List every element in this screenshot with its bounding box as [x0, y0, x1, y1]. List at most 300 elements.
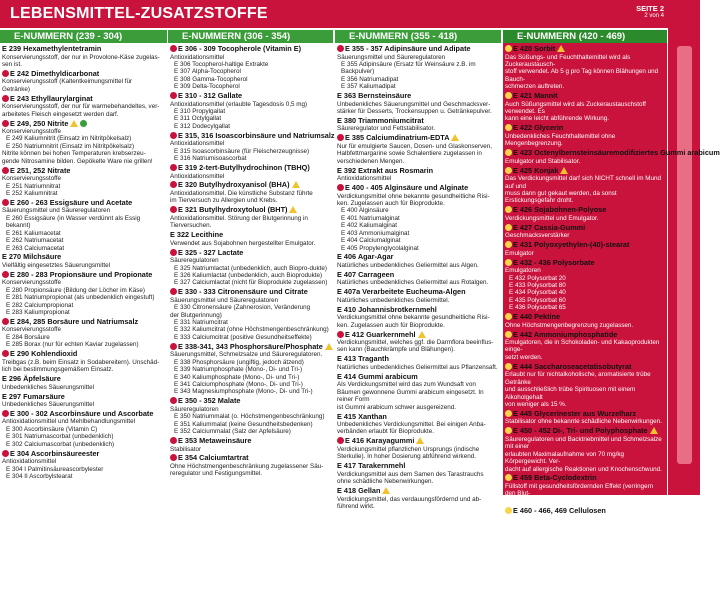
additive-name: E 322 Lecithine	[170, 230, 224, 240]
bio-badge-icon	[2, 350, 9, 357]
additive-entry	[168, 164, 333, 180]
additive-description-line: E 355 Adipinsäure (Ersatz für Weinsäure z.B. im Backpulver)	[341, 60, 476, 76]
additive-heading	[505, 148, 720, 158]
additive-description-line: Tierversuchen.	[170, 222, 212, 230]
additive-description-line: Verdickungsmittel aus dem Samen des Tarastrauchs	[337, 470, 484, 478]
additive-entry	[0, 393, 167, 409]
additive-description-line: E 434 Polysorbat 40	[509, 289, 566, 297]
additive-entry	[0, 120, 167, 166]
additive-heading	[505, 45, 665, 54]
additive-heading	[505, 259, 665, 268]
additive-description-line: Unbedenkliches Säuerungsmittel und Geschmacksver-	[337, 100, 491, 108]
additive-description-line: E 462 Ethylcellulose	[509, 537, 566, 545]
additive-heading	[337, 413, 499, 422]
additive-heading	[170, 181, 331, 190]
bio-badge-icon	[170, 92, 177, 99]
additive-heading	[505, 206, 665, 215]
additive-description-line: E 469 Enzymatisch hydrolysierte Carboxymethylcellulose	[509, 574, 601, 589]
additive-description-line: führend wirkt.	[337, 502, 375, 510]
additive-entry	[335, 331, 501, 354]
additive-name: E 355 - 357 Adipinsäure und Adipate	[345, 44, 471, 53]
warning-icon	[418, 331, 426, 338]
additive-heading	[505, 92, 665, 101]
additive-description-line: Auch Süßungsmittel wird als Zuckeraustauschstoff verwendet. Es	[505, 100, 646, 116]
side-tab-strip	[668, 0, 700, 495]
additive-entry	[0, 95, 167, 118]
additive-entry	[335, 462, 501, 485]
additive-description-line: Erlaubt nur für nichtalkoholische, aromatisierte trübe Getränke	[505, 371, 651, 386]
additive-description-line: ken. Zugelassen auch für Bioprodukte.	[337, 199, 445, 207]
additive-entry	[0, 318, 167, 349]
additive-heading	[505, 507, 665, 516]
additive-description-line: Verdickungsmittel und Emulgator.	[505, 214, 599, 222]
additive-description-line: E 343 Magnesiumphosphate (Mono-, Di- und Tri-)	[174, 388, 313, 396]
additive-description-line: E 327 Calciumlactat (nicht für Bioprodukte zugelassen)	[174, 279, 328, 287]
additive-description-line: E 250 Natriumnitrit (Einsatz im Nitritpökelsalz)	[6, 142, 135, 150]
column-header: E-NUMMERN (355 - 418)	[335, 30, 501, 43]
additive-heading	[337, 45, 499, 54]
bio-badge-icon	[2, 167, 9, 174]
additive-name: E 385 Calciumdinatrium-EDTA	[345, 133, 450, 143]
additive-name: E 422 Glycerin	[513, 123, 564, 133]
additive-entry	[335, 373, 501, 411]
additive-name: E 280 - 283 Propionsäure und Propionate	[10, 269, 153, 279]
additive-heading	[337, 184, 499, 193]
additive-description-line: Unbedenkliches Säuerungsmittel	[2, 401, 95, 408]
additive-name: E 304 Ascorbinsäureester	[10, 448, 100, 458]
additive-name: E 284, 285 Borsäure und Natriumsalz	[10, 316, 139, 326]
additive-heading	[2, 318, 165, 327]
additive-heading	[170, 45, 331, 54]
additive-entry	[168, 45, 333, 91]
info-icon	[80, 120, 87, 127]
additive-description-line: verbänden erlaubt für Bioprodukte.	[337, 428, 434, 436]
additive-description-line: arbeitetes Fleisch eingesetzt werden darf.	[2, 110, 119, 118]
additive-name: E 442 Ammoniumphosphatide	[513, 329, 618, 339]
additive-description-line: E 435 Polysorbat 60	[509, 296, 566, 304]
additive-description-line: Als Verdickungsmittel wird das zum Wundsaft von	[337, 381, 476, 389]
additive-description-line: Emulgatoren, die in Schokoladen- und Kakaoprodukten einge-	[505, 339, 660, 354]
additive-name: E 249, 250 Nitrite	[10, 118, 69, 128]
additive-description-line: Ohne Höchstmengenbegrenzung zugelassen.	[505, 321, 634, 329]
warning-icon	[451, 134, 459, 141]
bio-badge-icon	[170, 45, 177, 52]
additive-name: E 427 Cassia-Gummi	[513, 222, 586, 232]
additive-name: E 414 Gummi arabicum	[337, 371, 418, 381]
additive-entry	[0, 199, 167, 252]
column-header: E-NUMMERN (306 - 354)	[168, 30, 333, 43]
additive-description-line: E 309 Delta-Tocopherol	[174, 83, 240, 91]
additive-entry	[168, 249, 333, 287]
bio-badge-icon	[337, 184, 344, 191]
additive-heading	[170, 437, 331, 446]
additive-entry	[503, 167, 667, 205]
additive-heading	[337, 331, 499, 340]
warning-icon	[325, 343, 333, 350]
additive-entry	[503, 45, 667, 91]
bio-badge-icon	[2, 410, 9, 417]
bio-badge-icon	[170, 132, 177, 139]
additive-name: E 260 - 263 Essigsäure und Acetate	[10, 197, 133, 207]
additive-heading	[337, 117, 499, 126]
additive-heading	[337, 271, 499, 280]
additive-entry	[168, 92, 333, 130]
additive-description-line: Säureregulatoren und Backtriebmittel und Schmelzsalze mit einer	[505, 435, 662, 451]
additive-description-line: Nitrite können bei hohen Temperaturen krebserzeu-	[2, 150, 146, 158]
warning-icon	[560, 167, 568, 174]
additive-heading	[2, 120, 165, 129]
additive-name: E 380 Triammoniumcitrat	[337, 115, 424, 125]
additive-name: E 239 Hexamethylentetramin	[2, 44, 102, 53]
additive-name: E 290 Kohlendioxid	[10, 349, 78, 359]
warning-icon	[70, 120, 78, 127]
additive-name: E 444 Saccharoseacetatisobutyrat	[513, 361, 632, 371]
additive-description-line: Antioxidationsmittel und Mehlbehandlungsmittel	[2, 418, 136, 426]
additive-entry	[0, 70, 167, 93]
additive-description-line: Verwendet aus Sojabohnen hergestellter Emulgator.	[170, 239, 316, 247]
additive-description-line: E 304 I Palmitinsäureascorbylester	[6, 465, 104, 473]
additive-description-line: E 338 Phosphorsäure (ungiftig, jedoch ätzend)	[174, 358, 304, 366]
additive-name: E 445 Glycerinester aus Wurzelharz	[513, 408, 637, 418]
additive-description-line: sen kann (Bauchkrämpfe und Blähungen).	[337, 346, 455, 354]
additive-entry	[503, 474, 667, 505]
additive-description-line: E 311 Octylgallat	[174, 115, 222, 123]
additive-description-line: Säureregulatoren	[170, 257, 219, 265]
bio-badge-icon	[505, 331, 512, 338]
additive-description-line: Unbedenkliches Verdickungsmittel. Bei einigen Anba-	[337, 421, 486, 428]
additive-heading	[170, 231, 331, 240]
additive-name: E 407a Verarbeitete Eucheuma-Algen	[337, 287, 466, 297]
additive-heading	[2, 45, 165, 54]
additive-description-line: Vielfältig eingesetztes Säuerungsmittel	[2, 261, 111, 269]
additive-description-line: stärker für Desserts, Trockensuppen u. Getränkepulver.	[337, 108, 492, 116]
additive-description-line: E 356 Natriumadipat	[341, 75, 399, 83]
additive-heading	[505, 331, 665, 340]
bio-badge-icon	[505, 507, 512, 514]
bio-badge-icon	[505, 241, 512, 248]
additive-description-line: erlaubten Maximalaufnahme von 70 mg/kg Körpergewicht. Ver-	[505, 450, 625, 466]
additive-description-line: E 249 Kaliumnitrit (Einsatz im Nitritpökelsalz)	[6, 135, 132, 143]
additive-name: E 300 - 302 Ascorbinsäure und Ascorbate	[10, 408, 154, 418]
additive-description-line: sen ist.	[2, 60, 22, 68]
additive-description-line: E 282 Calciumpropionat	[6, 301, 74, 309]
additive-description-line: E 316 Natriumisoascorbat	[174, 155, 247, 163]
additive-name: E 350 - 352 Malate	[178, 396, 241, 406]
additive-description-line: E 261 Kaliumacetat	[6, 229, 61, 237]
additive-description-line: Säuerungsmittel und Säureregulatoren	[170, 296, 279, 304]
additive-heading	[2, 271, 165, 280]
additive-description-line: ist Gummi arabicum schwer ausgereizend.	[337, 403, 456, 411]
bio-badge-icon	[337, 437, 344, 444]
additive-description-line: Verdickungsmittel ohne bekannte gesundheitliche Risi-	[337, 192, 490, 200]
additive-name: E 400 - 405 Alginsäure und Alginate	[345, 183, 469, 193]
additive-description-line: Das Süßungs- und Feuchthaltemittel wird als Zuckeraustausch-	[505, 53, 631, 68]
warning-icon	[292, 181, 300, 188]
additive-entry	[335, 184, 501, 252]
additive-description-line: E 403 Ammoniumalginat	[341, 229, 410, 237]
additive-name: E 415 Xanthan	[337, 411, 387, 421]
additive-heading	[505, 427, 665, 436]
additive-name: E 412 Guarkernmehl	[345, 329, 416, 339]
additive-entry	[335, 487, 501, 510]
additive-description-line: E 330 Citronensäure (Zahnerosion, Veränderung	[174, 304, 311, 312]
additive-description-line: Halbfettmargarine sowie Schalentiere zugelassen in	[337, 150, 482, 158]
bio-badge-icon	[170, 206, 177, 213]
additive-entry	[168, 454, 333, 477]
additive-name: E 410 Johannisbrotkernmehl	[337, 304, 437, 314]
additive-description-line: gende Nitrosamine bilden. Gepökelte Ware nie grillen!	[2, 157, 153, 165]
bio-badge-icon	[505, 363, 512, 370]
additive-entry	[168, 397, 333, 435]
bio-badge-icon	[2, 120, 9, 127]
additive-description-line: E 304 II Ascorbylstearat	[6, 472, 73, 480]
additive-description-line: E 340 Kaliumphosphate (Mono-, Di- und Tri-)	[174, 373, 300, 381]
additive-entry	[335, 413, 501, 436]
additive-description-line: Ohne Höchstmengenbeschränkung zugelassener Säu-	[170, 462, 324, 470]
additive-description-line: E 463 Hydroxypropylcellulose	[509, 544, 592, 552]
additive-heading	[2, 393, 165, 402]
additive-name: E 297 Fumarsäure	[2, 391, 65, 401]
additive-description-line: E 460 Mikrokristalline Cellulose / Cellulosepulver	[509, 522, 645, 530]
additive-description-line: Antioxidationsmittel	[337, 175, 392, 183]
additive-name: E 325 - 327 Lactate	[178, 247, 244, 257]
additive-description-line: E 280 Propionsäure (Bildung der Löcher im Käse)	[6, 286, 145, 294]
additive-description-line: kann eine leicht abführende Wirkung.	[505, 115, 609, 123]
additive-description-line: E 260 Essigsäure (in Wasser verdünnt als Essig bekannt)	[6, 214, 141, 230]
additive-heading	[505, 167, 665, 176]
bio-badge-icon	[170, 249, 177, 256]
additive-heading	[337, 167, 499, 176]
additive-heading	[170, 454, 331, 463]
additive-entry	[503, 124, 667, 147]
additive-description-line: E 350 Natriummalat (o. Höchstmengenbeschränkung)	[174, 413, 325, 421]
additive-description-line: Konservierungsstoff, der nur für warmebehandeltes, ver-	[2, 103, 160, 111]
bio-badge-icon	[2, 318, 9, 325]
additive-description-line: E 251 Natriumnitrat	[6, 182, 61, 190]
warning-icon	[382, 487, 390, 494]
additive-entry	[503, 206, 667, 222]
additive-heading	[2, 375, 165, 384]
additive-heading	[2, 253, 165, 262]
additive-heading	[505, 410, 665, 419]
additive-description-line: Stabilisator ohne bekannte schädliche Nebenwirkungen.	[505, 418, 662, 426]
bio-badge-icon	[505, 474, 512, 481]
additive-heading	[337, 306, 499, 315]
additive-entry	[0, 375, 167, 391]
additive-description-line: setzt werden.	[505, 353, 543, 361]
additive-description-line: ohne schädliche Nebenwirkungen.	[337, 478, 434, 486]
additive-description-line: muss dann gut gekaut werden, da sonst Erstickungsgefahr droht.	[505, 189, 617, 205]
additive-entry	[503, 241, 667, 257]
additive-description-line: schmerzen auftreten.	[505, 83, 565, 91]
additive-description-line: Verdickungsmittel ohne bekannte gesundheitliche Risi-	[337, 314, 490, 322]
additive-description-line: Säureregulator und Fettstabilisator.	[337, 125, 436, 133]
additive-description-line: Verdickungsmittel, das verdauungsfördernd und ab-	[337, 495, 482, 503]
additive-name: E 243 Ethyllaurylarginat	[10, 93, 93, 103]
additive-name: E 459 Beta-Cyclodextrin	[513, 473, 597, 483]
additive-description-line: Konservierungsstoffe	[2, 326, 62, 334]
additive-description-line: Säuerungsmittel und Säureregulatoren	[337, 53, 446, 61]
additive-name: E 417 Tarakernmehl	[337, 461, 406, 471]
additive-description-line: Natürliches unbedenkliches Geliermittel aus Rotalgen.	[337, 279, 489, 287]
additive-entry	[168, 181, 333, 204]
column-420-469	[503, 30, 720, 589]
additive-description-line: Bäumen gewonnene Gummi arabicum eingesetzt. In reiner Form	[337, 388, 484, 404]
additive-entry	[0, 167, 167, 198]
additive-heading	[2, 199, 165, 208]
additive-entry	[168, 206, 333, 229]
additive-entry	[335, 134, 501, 165]
additive-name: E 251, 252 Nitrate	[10, 165, 71, 175]
additive-heading	[505, 241, 665, 250]
additive-heading	[170, 206, 331, 215]
additive-entry	[0, 271, 167, 317]
additive-entry	[503, 363, 667, 409]
additive-heading	[337, 373, 499, 382]
bio-badge-icon	[170, 454, 177, 461]
additive-heading	[505, 124, 665, 133]
warning-icon	[416, 437, 424, 444]
additive-description-line: Antioxidationsmittel	[2, 458, 57, 466]
additive-heading	[170, 164, 331, 173]
additive-entry	[335, 253, 501, 269]
bio-badge-icon	[170, 164, 177, 171]
additive-entry	[335, 288, 501, 304]
additive-description-line: Wohl der pflanzlicher Ballaststoff für den Menschen.	[505, 515, 651, 523]
bio-badge-icon	[505, 167, 512, 174]
additive-description-line: Konservierungsstoffe	[2, 128, 62, 136]
additive-entry	[0, 45, 167, 68]
additive-name: E 423 Octenylbernsteinsäuremodifiziertes Gummi arabicum	[513, 148, 720, 158]
additive-description-line: dacht auf allergische Reaktionen und Knochenschwund.	[505, 465, 662, 473]
additive-name: E 440 Pektine	[513, 312, 561, 322]
additive-heading	[505, 224, 665, 233]
additive-description-line: Antioxidationsmittel (erlaubte Tagesdosis 0,5 mg)	[170, 100, 308, 108]
additive-name: E 413 Traganth	[337, 354, 389, 364]
additive-description-line: E 466 Natriumcarboxymethylcellulose	[509, 567, 615, 575]
bio-badge-icon	[2, 70, 9, 77]
column-header: E-NUMMERN (420 - 469)	[503, 30, 667, 43]
additive-entry	[335, 92, 501, 115]
additive-description-line: E 262 Natriumacetat	[6, 237, 64, 245]
additive-name: E 431 Polyoxyethylen-(40)-stearat	[513, 240, 630, 250]
bio-badge-icon	[505, 410, 512, 417]
additive-entry	[503, 259, 667, 312]
additive-entry	[0, 450, 167, 481]
additive-description-line: E 310 Propylgallat	[174, 108, 226, 116]
additive-name: E 319 2-tert-Butylhydrochinon (TBHQ)	[178, 163, 310, 173]
bio-badge-icon	[170, 288, 177, 295]
additive-description-line: Verdickungsmittel pflanzlichen Ursprungs (indische	[337, 445, 480, 453]
additive-description-line: Unbedenkliches Säuerungsmittel	[2, 383, 95, 391]
additive-description-line: E 307 Alpha-Tocopherol	[174, 68, 241, 76]
additive-description-line: E 432 Polysorbat 20	[509, 274, 566, 282]
page-title: LEBENSMITTEL-ZUSATZSTOFFE	[10, 5, 268, 22]
additive-entry	[503, 148, 720, 165]
additive-description-line: Emulgatoren	[505, 267, 541, 275]
additive-heading	[170, 397, 331, 406]
additive-heading	[2, 70, 165, 79]
additive-name: E 420 Sorbit	[513, 44, 556, 53]
bio-badge-icon	[505, 427, 512, 434]
additive-heading	[2, 450, 165, 459]
additive-description-line: E 465 Methylethylcellulose	[509, 559, 584, 567]
additive-entry	[503, 313, 667, 329]
additive-description-line: E 285 Borax (nur für echten Kaviar zugelassen)	[6, 341, 139, 349]
bio-badge-icon	[505, 259, 512, 266]
additive-entry	[503, 331, 667, 362]
additive-description-line: Natürliches unbedenkliches Geliermittel aus Algen.	[337, 261, 479, 269]
additive-description-line: Nur für emulgierte Saucen, Dosen- und Glaskonserven,	[337, 142, 493, 150]
additive-name: E 425 Konjak	[513, 165, 559, 175]
additive-description-line: Verdickungsmittel, welches ggf. die Darmflora beeinflus-	[337, 339, 494, 347]
additive-description-line: E 263 Calciumacetat	[6, 244, 65, 252]
additive-name: E 426 Sojabohnen-Polyose	[513, 205, 607, 215]
additive-entry	[335, 167, 501, 183]
additive-description-line: reregulator und Festigungsmittel.	[170, 470, 263, 478]
bio-badge-icon	[2, 95, 9, 102]
bio-badge-icon	[170, 343, 177, 350]
additive-entry	[168, 231, 333, 247]
additive-description-line: Getränke)	[2, 85, 30, 93]
additive-name: E 242 Dimethyldicarbonat	[10, 68, 100, 78]
additive-description-line: Antioxidationsmittel. Störung der Blutgerinnung in	[170, 214, 308, 222]
additive-heading	[2, 410, 165, 419]
additive-description-line: E 302 Calciumascorbat (unbedenklich)	[6, 440, 115, 448]
additive-entry	[503, 410, 667, 426]
bio-badge-icon	[505, 313, 512, 320]
bio-badge-icon	[505, 206, 512, 213]
additive-description-line: E 281 Natriumpropionat (als unbedenklich eingestuft)	[6, 294, 155, 302]
additive-entry	[0, 410, 167, 448]
additive-description-line: E 436 Polysorbat 65	[509, 304, 566, 312]
additive-description-line: lich bei bestimmungsgemäßem Einsatz.	[2, 366, 114, 374]
bio-badge-icon	[2, 450, 9, 457]
additive-description-line: E 300 Ascorbinsäure (Vitamin C)	[6, 425, 98, 433]
additive-heading	[337, 462, 499, 471]
additive-name: E 416 Karayagummi	[345, 436, 415, 446]
additive-entry	[503, 224, 667, 240]
additive-description-line: E 461 Methylcellulose	[509, 530, 571, 538]
additive-description-line: Das Verdickungsmittel darf sich NICHT schnell im Mund auf und	[505, 175, 661, 190]
bio-badge-icon	[505, 92, 512, 99]
additive-description-line: E 405 Propylenglycolalginat	[341, 244, 419, 252]
additive-name: E 315, 316 Isoascorbinsäure und Natriumsalz	[178, 130, 335, 140]
additive-entry	[0, 350, 167, 373]
bio-badge-icon	[170, 397, 177, 404]
additive-heading	[337, 134, 499, 143]
additive-description-line: E 464 Hydroxypropylmethylcellulose	[509, 552, 611, 560]
additive-description-line: E 306 Tocopherol-haltige Extrakte	[174, 60, 269, 68]
additive-description-line: Geschmacksverstärker	[505, 232, 570, 240]
additive-description-line: Konservierungsstoff (Kaltentkeimungsmittel für	[2, 78, 133, 86]
additive-description-line: von weniger als 15 %.	[505, 401, 567, 408]
additive-name: E 310 - 312 Gallate	[178, 91, 243, 101]
additive-heading	[505, 313, 665, 322]
page-of: 2 von 4	[644, 13, 664, 20]
additive-description-line: E 433 Polysorbat 80	[509, 281, 566, 289]
additive-name: E 418 Gellan	[337, 486, 381, 496]
additive-description-line: Sterkulie). In hoher Dosierung abführend wirkend.	[337, 453, 476, 461]
additive-entry	[503, 92, 667, 123]
additive-description-line: Antioxidationsmittel	[170, 140, 225, 148]
additive-description-line: E 402 Kaliumalginat	[341, 222, 398, 230]
additive-description-line: E 400 Alginsäure	[341, 207, 389, 215]
additive-name: E 450 - 452 Di-, Tri- und Polyphosphate	[513, 426, 648, 436]
additive-description-line: E 252 Kaliumnitrat	[6, 189, 58, 197]
additive-description-line: E 401 Natriumalginat	[341, 214, 400, 222]
additive-description-line: ken. Zugelassen auch für Bioprodukte.	[337, 321, 445, 329]
